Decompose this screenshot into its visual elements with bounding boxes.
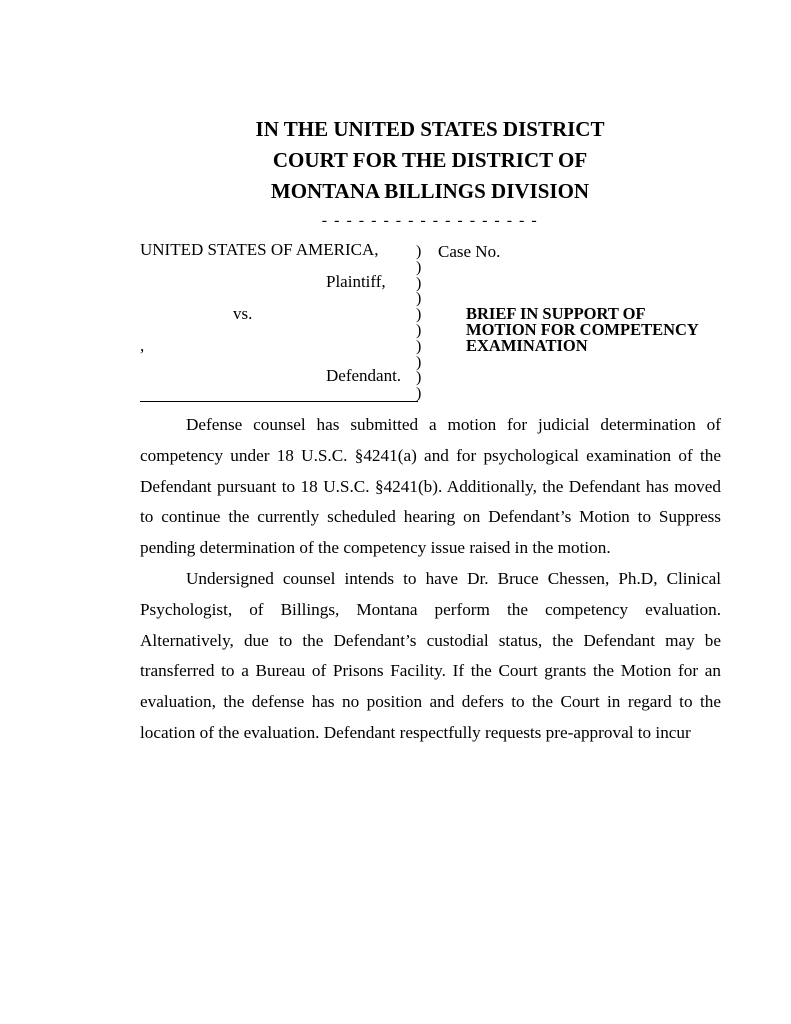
versus-label: vs. bbox=[233, 304, 253, 323]
heading-separator: - - - - - - - - - - - - - - - - - - bbox=[321, 212, 539, 229]
brief-title-line-1: BRIEF IN SUPPORT OF bbox=[466, 304, 646, 323]
caption-paren-column: ) ) ) ) ) ) ) ) ) ) bbox=[416, 243, 422, 403]
caption-underline bbox=[140, 401, 418, 402]
brief-title-line-2: MOTION FOR COMPETENCY bbox=[466, 320, 699, 339]
brief-body bbox=[140, 410, 721, 749]
court-heading-line-2: COURT FOR THE DISTRICT OF bbox=[272, 148, 588, 172]
body-paragraph-1: Defense counsel has submitted a motion for judicial determination of competency under 18 U.S.C. §4241(a) and for psychological examination of the Defendant pursuant to 18 U.S.C. §4241(b). Additionally, the Defendant has moved to continue the currently scheduled hearing on Defendant’s Motion to Suppress pending determination of the competency issue raised in the motion. bbox=[140, 415, 721, 558]
court-heading bbox=[140, 114, 720, 207]
brief-title-line-3: EXAMINATION bbox=[466, 336, 588, 355]
defendant-name: , bbox=[140, 336, 145, 355]
court-heading-line-1: IN THE UNITED STATES DISTRICT bbox=[255, 117, 605, 141]
case-number-label: Case No. bbox=[438, 242, 501, 261]
brief-title bbox=[466, 306, 699, 354]
plaintiff-name: UNITED STATES OF AMERICA, bbox=[140, 240, 379, 259]
defendant-role: Defendant. bbox=[326, 366, 402, 385]
body-paragraph-2: Undersigned counsel intends to have Dr. Bruce Chessen, Ph.D, Clinical Psychologist, of Billings, Montana perform the competency evaluation. Alternatively, due to the Defendant’s custodial status, the Defendant may be transferred to a Bureau of Prisons Facility. If the Court grants the Motion for an evaluation, the defense has no position and defers to the Court in regard to the location of the evaluation. Defendant respectfully requests pre-approval to incur bbox=[140, 568, 721, 742]
court-heading-line-3: MONTANA BILLINGS DIVISION bbox=[270, 179, 590, 203]
plaintiff-role: Plaintiff, bbox=[326, 272, 386, 291]
